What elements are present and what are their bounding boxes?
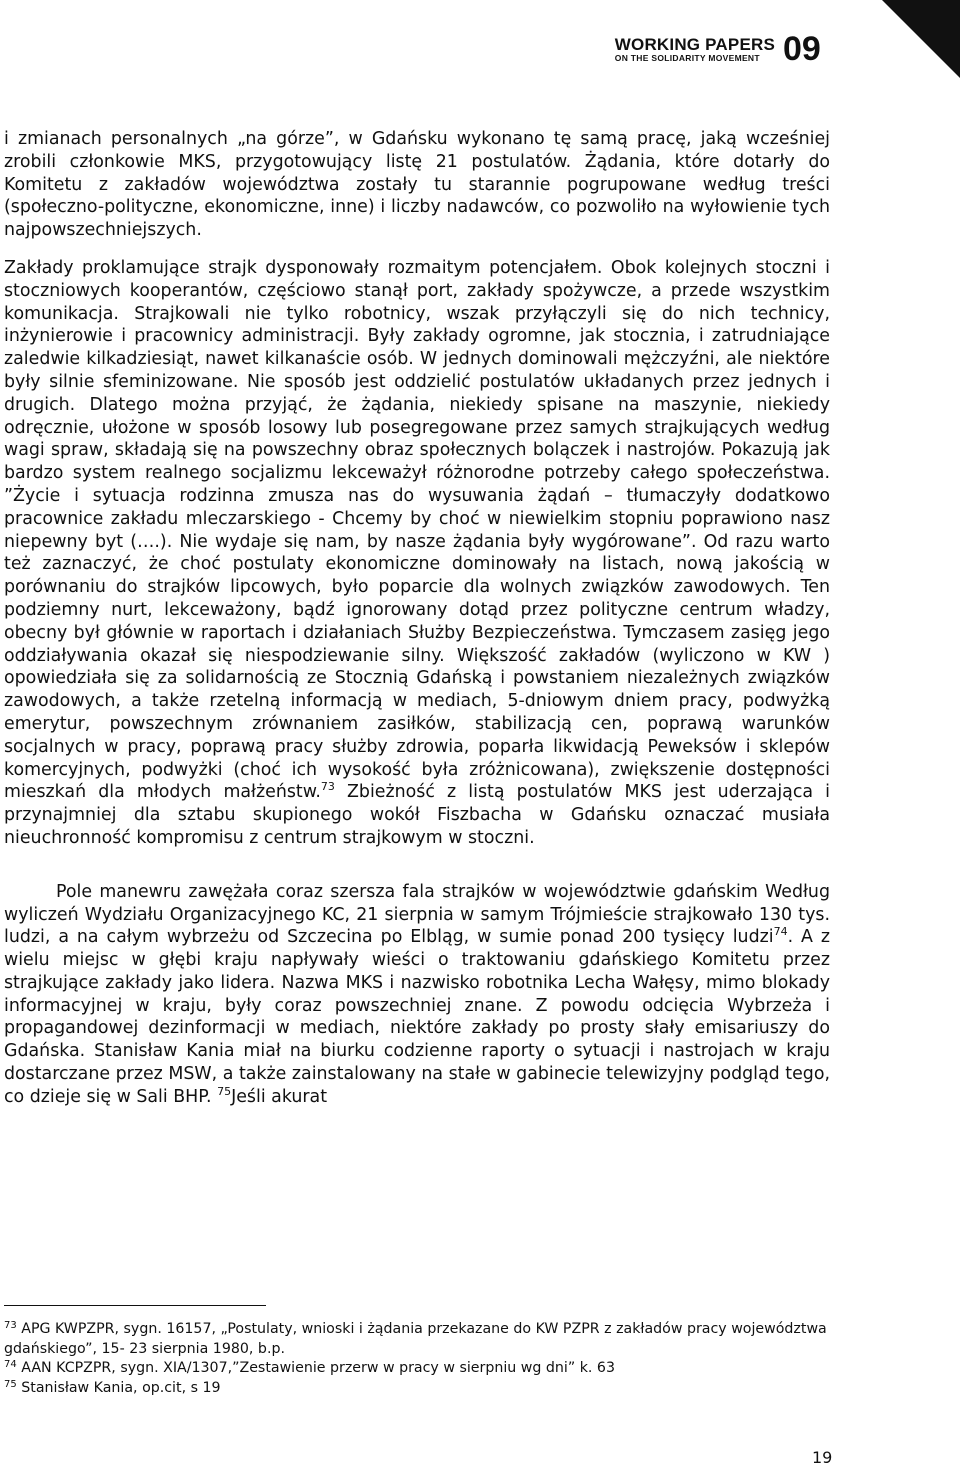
- footnote-ref[interactable]: 73: [320, 780, 335, 794]
- body-text: [4, 128, 830, 1109]
- footnote-number: 74: [4, 1359, 17, 1370]
- footnote-ref[interactable]: 74: [773, 925, 788, 939]
- footnote-divider: [4, 1305, 266, 1306]
- footnote-text: AAN KCPZPR, sygn. XIA/1307,”Zestawienie przerw w pracy w sierpniu wg dni” k. 63: [16, 1360, 615, 1376]
- series-logo: [615, 36, 775, 63]
- paragraph: [4, 257, 830, 850]
- issue-number: 09: [783, 30, 821, 68]
- paragraph-text: . A z wielu miejsc w głębi kraju napływały wieści o traktowaniu gdańskiego Komitetu przez strajkujące zakłady jako lidera. Nazwa MKS i nazwisko robotnika Lecha Wałęsy, mimo blokady informacyjnej w kraju, były coraz powszechniej znane. Z powodu odcięcia Wybrzeża i propagandowej dezinformacji w mediach, niektóre zakłady po prosty słały emisariuszy do Gdańska. Stanisław Kania miał na biurku codzienne raporty o sytuacji i nastrojach w kraju dostarczane przez MSW, a także zainstalowany na stałe w gabinecie telewizyjny podgląd tego, co dzieje się w Sali BHP.: [4, 927, 831, 1107]
- paragraph: i zmianach personalnych „na górze”, w Gdańsku wykonano tę samą pracę, jaką wcześniej zrobili członkowie MKS, przygotowujący listę 21 postulatów. Żądania, które dotarły do Komitetu z zakładów województwa zostały tu starannie pogrupowane według treści (społeczno-polityczne, ekonomiczne, inne) i liczby nadawców, co pozwoliło na wyłowienie tych najpowszechniejszych.: [4, 129, 830, 241]
- footnote: [4, 1379, 830, 1399]
- paragraph-text: Pole manewru zawężała coraz szersza fala strajków w województwie gdańskim Według wyliczeń Wydziału Organizacyjnego KC, 21 sierpnia w samym Trójmieście strajkowało 130 tys. ludzi, a na całym wybrzeżu od Szczecina po Elbląg, w sumie ponad 200 tysięcy ludzi: [4, 881, 830, 948]
- page-header: [0, 0, 960, 110]
- footnote: [4, 1359, 830, 1379]
- paragraph-text: Jeśli akurat: [231, 1086, 328, 1107]
- paragraph-text: Zakłady proklamujące strajk dysponowały rozmaitym potencjałem. Obok kolejnych stoczni i stoczniowych kooperantów, częściowo stanął port, zakłady spożywcze, a przede wszystkim komunikacja. Strajkowali nie tylko robotnicy, wszak przyłączyli się do nich technicy, inżynierowie i pracownicy administracji. Były zakłady ogromne, jak stocznia, i zatrudniające zaledwie kilkadziesiąt, nawet kilkanaście osób. W jednych dominowali mężczyźni, ale niektóre były silnie sfeminizowane. Nie sposób jest oddzielić postulatów układanych przez jednych i drugich. Dlatego można przyjąć, że żądania, niekiedy spisane na maszynie, niekiedy odręcznie, ułożone w sposób losowy lub posegregowane przez samych strajkujących według wagi spraw, składają się na powszechny obraz społecznych bolączek i nastrojów. Pokazują jak bardzo system realnego socjalizmu lekceważył różnorodne potrzeby całego społeczeństwa. ”Życie i sytuacja rodzinna zmusza nas do wysuwania żądań – tłumaczyły dodatkowo pracownice zakładu mleczarskiego - Chcemy by choć w niewielkim stopniu poprawiono nasz niepewny byt (….). Nie wydaje się nam, by nasze żądania były wygórowane”. Od razu warto też zaznaczyć, że choć postulaty ekonomiczne dominowały na listach, nową jakością w porównaniu do strajków lipcowych, było poparcie dla wolnych związków zawodowych. Ten podziemny nurt, lekceważony, bądź ignorowany dotąd przez polityczne centrum władzy, obecny był głównie w raportach i działaniach Służby Bezpieczeństwa. Tymczasem zasięg jego oddziaływania okazał się niespodziewanie silny. Większość zakładów (wyliczono w KW ) opowiedziała się za solidarnością ze Stocznią Gdańską i powstaniem niezależnych związków zawodowych, a także rzetelną informacją w mediach, 5-dniowym dniem pracy, podwyżką emerytur, powszechnym zrównaniem zasiłków, stabilizacją cen, poprawą warunków socjalnych w pracy, poprawą pracy służby zdrowia, poparła likwidacją Peweksów i sklepów komercyjnych, podwyżki (choć ich wysokość była zróżnicowana), zwiększenie dostępności mieszkań dla młodych małżeństw.: [4, 257, 830, 803]
- footnote-text: APG KWPZPR, sygn. 16157, „Postulaty, wnioski i żądania przekazane do KW PZPR z zakładów pracy województwa gdańskiego”, 15- 23 sierpnia 1980, b.p.: [4, 1321, 827, 1357]
- footnote-number: 73: [4, 1320, 17, 1331]
- footnote-ref[interactable]: 75: [217, 1084, 232, 1098]
- footnote-number: 75: [4, 1378, 17, 1390]
- page-corner-triangle: [882, 0, 960, 78]
- footnotes: [4, 1320, 830, 1398]
- series-subtitle: ON THE SOLIDARITY MOVEMENT: [614, 53, 760, 63]
- footnote: [4, 1320, 830, 1359]
- footnote-text: Stanisław Kania, op.cit, s 19: [16, 1379, 221, 1396]
- page-number: 19: [812, 1448, 833, 1467]
- paragraph: [4, 881, 830, 1109]
- paragraph-text: Zbieżność z listą postulatów MKS jest uderzająca i przynajmniej dla sztabu skupionego wokół Fiszbacha w Gdańsku oznaczać musiała nieuchronność kompromisu z centrum strajkowym w stoczni.: [4, 782, 830, 848]
- series-title: WORKING PAPERS: [614, 35, 775, 54]
